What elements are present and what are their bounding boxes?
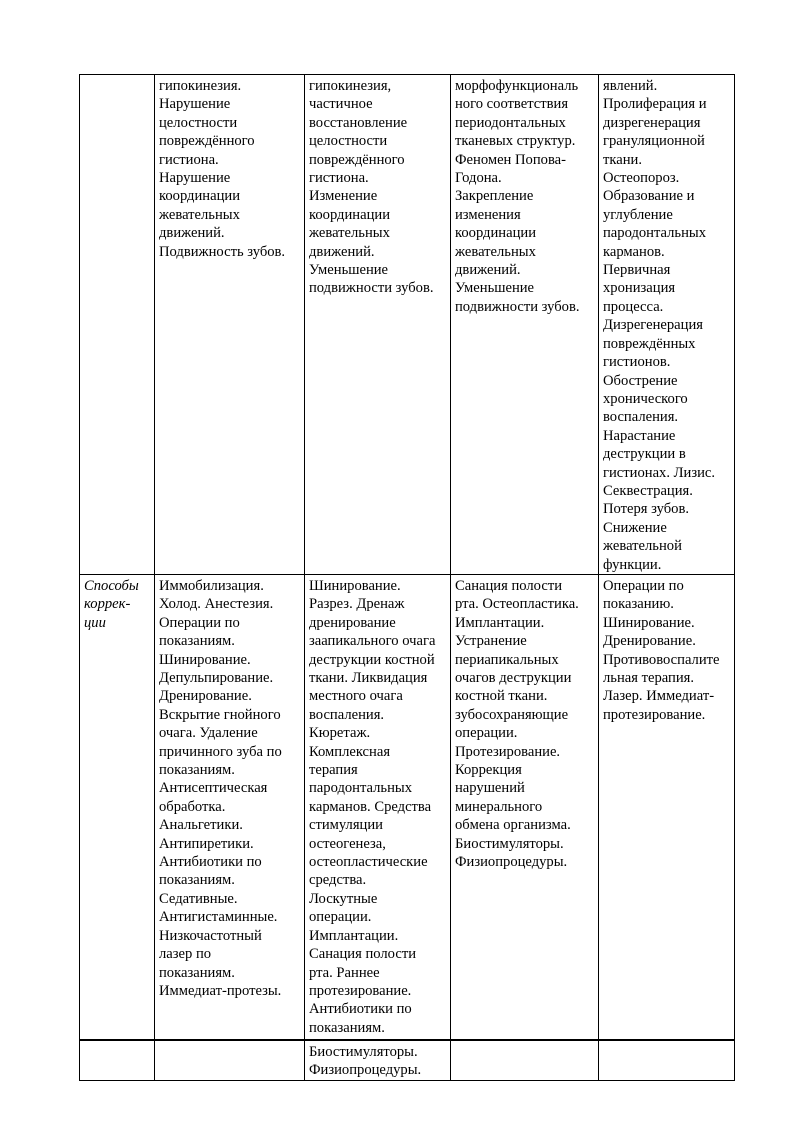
row-label-correction-methods: Способы коррек- ции <box>80 574 155 1040</box>
table-cell: Санация полости рта. Остеопластика. Имплантации. Устранение периапикальных очагов деструкции костной ткани. зубосохраняющие операции. Протезирование. Коррекция нарушений минерального обмена организма. Биостимуляторы. Физиопроцедуры. <box>451 574 599 1040</box>
table-cell: Биостимуляторы. Физиопроцедуры. <box>305 1040 451 1080</box>
table-cell: явлений. Пролиферация и дизрегенерация грануляционной ткани. Остеопороз. Образование и углубление пародонтальных карманов. Первичная хронизация процесса. Дизрегенерация повреждённых гистионов. Обострение хронического воспаления. Нарастание деструкции в гистионах. Лизис. Секвестрация. Потеря зубов. Снижение жевательной функции. <box>599 75 735 575</box>
row-label-cell <box>80 1040 155 1080</box>
row-label-cell <box>80 75 155 575</box>
table-cell: Иммобилизация. Холод. Анестезия. Операции по показаниям. Шинирование. Депульпирование. Дренирование. Вскрытие гнойного очага. Удаление причинного зуба по показаниям. Антисептическая обработка. Анальгетики. Антипиретики. Антибиотики по показаниям. Седативные. Антигистаминные. Низкочастотный лазер по показаниям. Иммедиат-протезы. <box>155 574 305 1040</box>
table-row <box>80 75 735 575</box>
table-cell: гипокинезия, частичное восстановление целостности повреждённого гистиона. Изменение координации жевательных движений. Уменьшение подвижности зубов. <box>305 75 451 575</box>
table-cell: морфофункциональ ного соответствия периодонтальных тканевых структур. Феномен Попова- Годона. Закрепление изменения координации жевательных движений. Уменьшение подвижности зубов. <box>451 75 599 575</box>
table-cell: Операции по показанию. Шинирование. Дренирование. Противовоспалите льная терапия. Лазер. Иммедиат- протезирование. <box>599 574 735 1040</box>
table-cell <box>155 1040 305 1080</box>
table-cell: Шинирование. Разрез. Дренаж дренирование заапикального очага деструкции костной ткани. Ликвидация местного очага воспаления. Кюретаж. Комплексная терапия пародонтальных карманов. Средства стимуляции остеогенеза, остеопластические средства. Лоскутные операции. Имплантации. Санация полости рта. Раннее протезирование. Антибиотики по показаниям. <box>305 574 451 1040</box>
table-row <box>80 1040 735 1080</box>
table-cell: гипокинезия. Нарушение целостности повреждённого гистиона. Нарушение координации жевательных движений. Подвижность зубов. <box>155 75 305 575</box>
table-cell <box>599 1040 735 1080</box>
correction-methods-table <box>79 74 735 1081</box>
table-row <box>80 574 735 1040</box>
table-cell <box>451 1040 599 1080</box>
